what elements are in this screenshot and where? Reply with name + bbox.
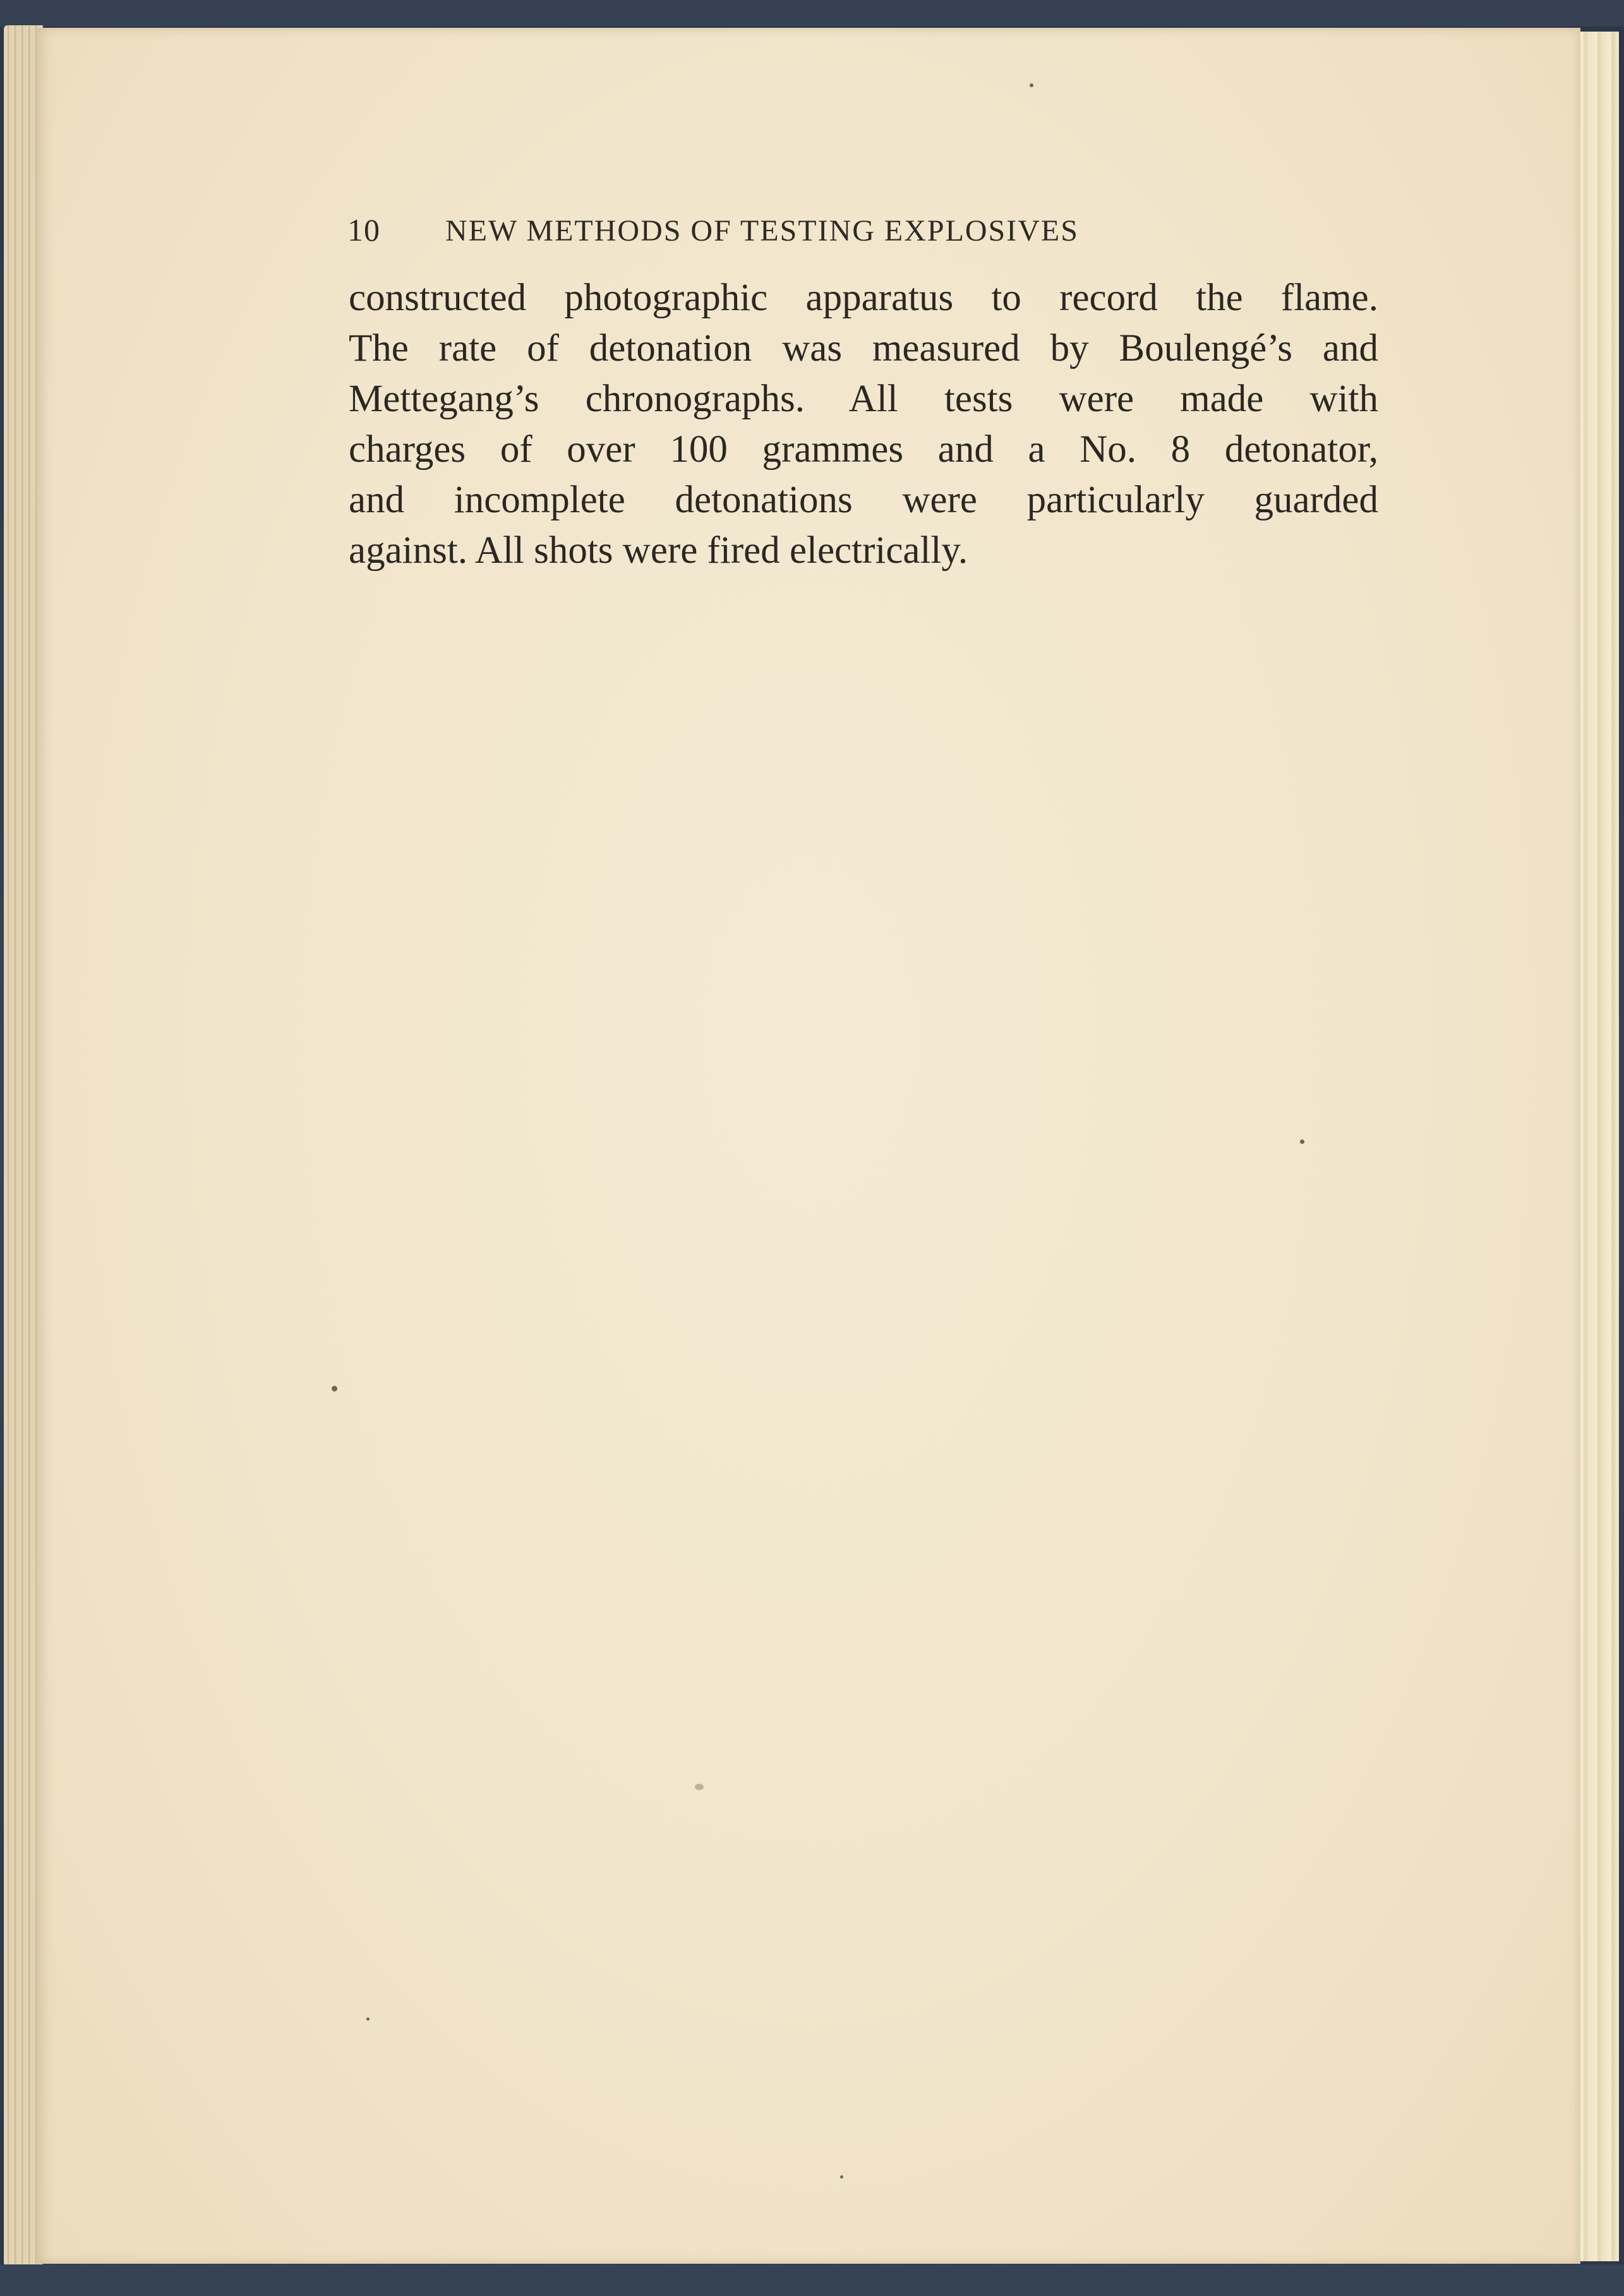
body-paragraph [349,273,1378,576]
paper-speck [332,1386,337,1391]
text-line: charges of over 100 grammes and a No. 8 detonator, [349,428,1378,471]
text-line: The rate of detonation was measured by Boulengé’s and [349,327,1378,370]
book-cover-top-edge [0,0,1624,27]
running-title: NEW METHODS OF TESTING EXPLOSIVES [445,214,1079,248]
page-number: 10 [347,212,380,248]
paper-speck [366,2017,370,2021]
paper-speck [840,2175,843,2179]
left-page-edges [4,25,43,2266]
text-line: Mettegang’s chronographs. All tests were made with [349,378,1378,420]
paper-speck [1300,1139,1304,1144]
right-page-edges [1576,32,1619,2261]
text-line: against. All shots were fired electrically. [349,529,968,572]
paper-speck [695,1784,704,1790]
running-header [347,212,1295,248]
book-cover-bottom-edge [0,2264,1624,2296]
text-line: and incomplete detonations were particularly guarded [349,479,1378,521]
text-line: constructed photographic apparatus to record the flame. [349,277,1378,319]
paper-speck [1030,83,1033,87]
